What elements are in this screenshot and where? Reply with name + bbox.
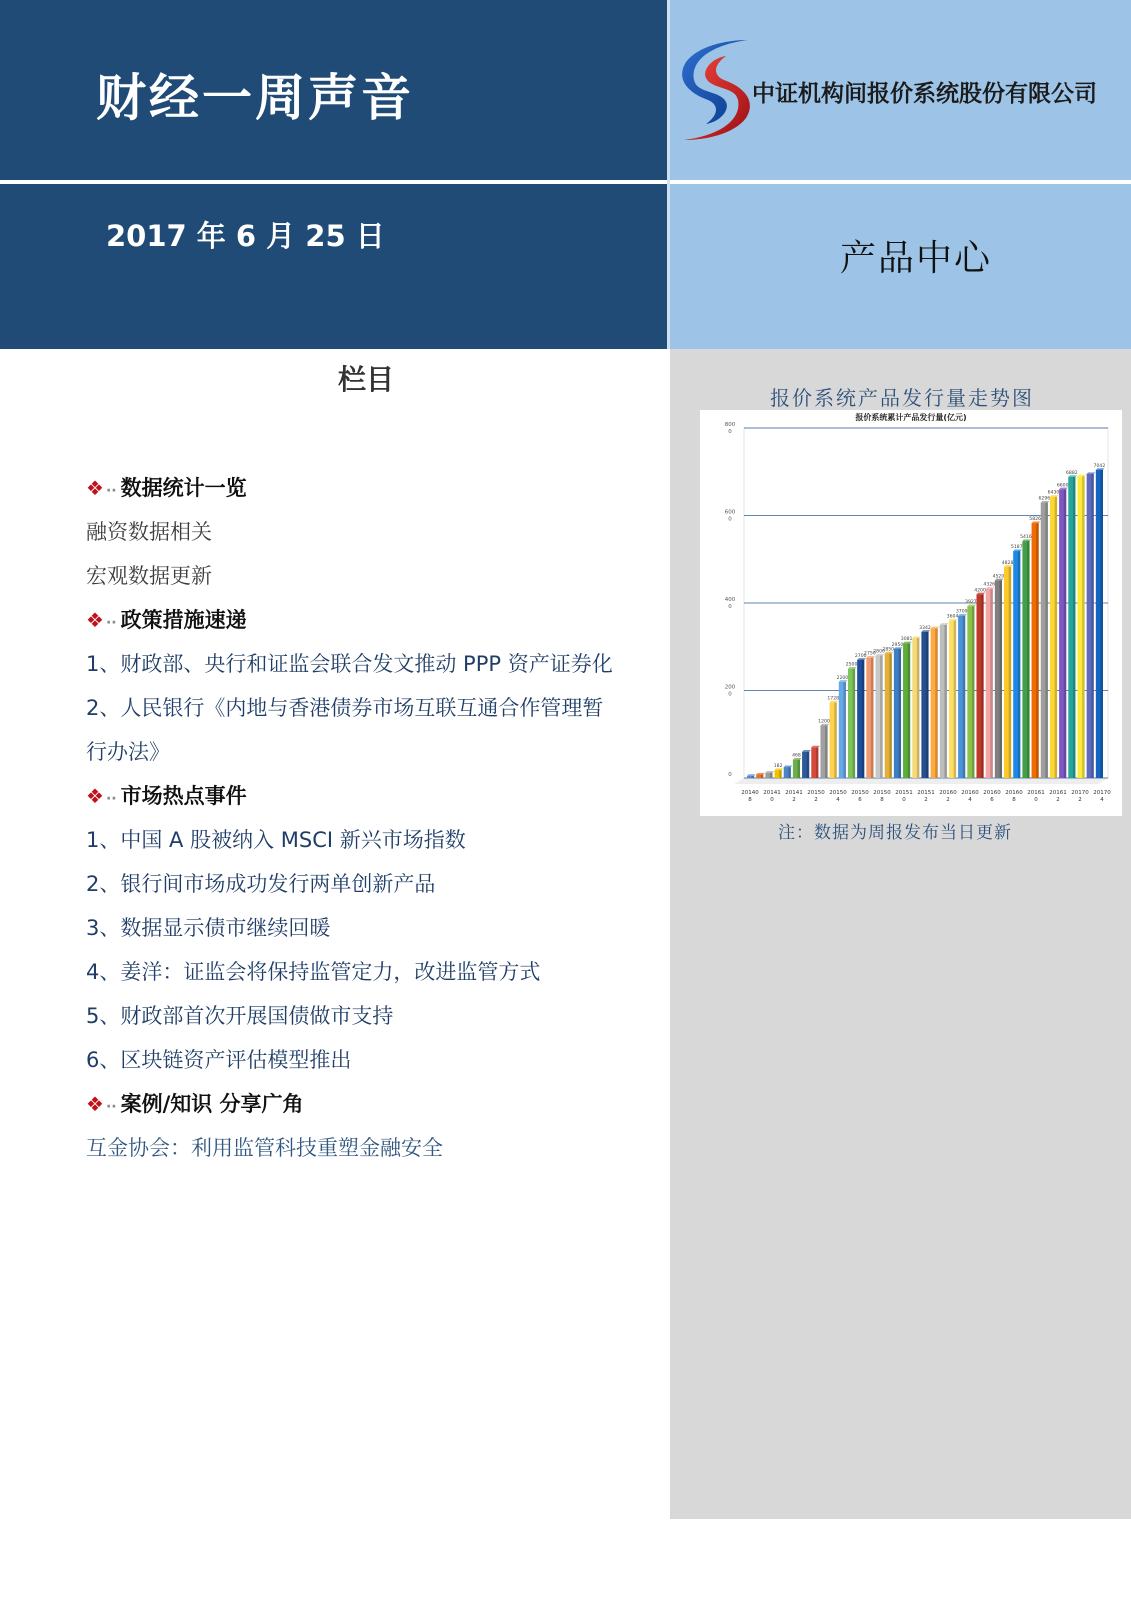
- toc-item: 5、财政部首次开展国债做市支持: [86, 1004, 394, 1028]
- y-tick-label: 200 0: [724, 684, 736, 698]
- x-tick-label: 20160 8: [1005, 790, 1023, 803]
- x-tick-label: 20160 4: [961, 790, 979, 803]
- y-tick-label: 600 0: [724, 509, 736, 523]
- chart-floor: [734, 778, 1108, 784]
- x-tick-label: 20150 4: [829, 790, 847, 803]
- chart-bar-shade: [788, 767, 791, 778]
- chart-bar-shade: [1091, 474, 1094, 778]
- data-label: 5826: [1029, 517, 1041, 523]
- data-label: 5187: [1010, 545, 1023, 551]
- chart-bar-shade: [798, 760, 801, 778]
- chart-note: 注：数据为周报发布当日更新: [778, 823, 1012, 843]
- data-label: 6600: [1056, 483, 1069, 489]
- chart-bar-shade: [926, 632, 929, 778]
- chart-bar-shade: [963, 616, 966, 778]
- chart-bar-shade: [1100, 470, 1103, 778]
- chart-bar-shade: [1009, 567, 1012, 778]
- chart-bar-shade: [807, 752, 810, 778]
- data-label: 2200: [836, 675, 849, 681]
- chart-bar-shade: [825, 726, 828, 779]
- issue-date: 2017 年 6 月 25 日: [106, 219, 385, 253]
- company-logo-icon: [676, 38, 756, 142]
- chart-container: [700, 410, 1122, 816]
- chart-bar-shade: [972, 606, 975, 778]
- x-tick-label: 20151 2: [917, 790, 935, 803]
- toc-item: 互金协会：利用监管科技重塑金融安全: [86, 1136, 443, 1160]
- diamond-bullet-icon: ❖: [86, 608, 104, 632]
- header-date-band: [0, 184, 669, 349]
- chart-bar-shade: [899, 649, 902, 778]
- chart-bar-shade: [843, 682, 846, 778]
- chart-bar-shade: [871, 658, 874, 778]
- chart-bar-shade: [779, 770, 782, 778]
- x-tick-label: 20150 8: [873, 790, 891, 803]
- data-label: 5416: [1020, 535, 1032, 541]
- chart-panel-title: 报价系统产品发行量走势图: [770, 386, 1034, 410]
- data-label: 6430: [1047, 490, 1060, 496]
- x-tick-label: 20161 2: [1049, 790, 1067, 803]
- data-label: 2500: [845, 662, 858, 668]
- toc-item: 宏观数据更新: [86, 564, 212, 588]
- chart-bar-shade: [816, 747, 819, 778]
- chart-bar-shade: [1082, 476, 1085, 778]
- x-tick-label: 20161 0: [1027, 790, 1045, 803]
- y-tick-label: 800 0: [724, 422, 736, 435]
- chart-bar-shade: [834, 702, 837, 778]
- toc-item: 1、中国 A 股被纳入 MSCI 新兴市场指数: [86, 828, 466, 852]
- x-tick-label: 20140 8: [741, 790, 759, 803]
- chart-bar-shade: [761, 775, 764, 779]
- x-tick-label: 20141 2: [785, 790, 803, 803]
- x-tick-label: 20151 0: [895, 790, 913, 803]
- chart-bar-shade: [1036, 523, 1039, 778]
- data-label: 2700: [854, 653, 867, 659]
- chart-bar-shade: [862, 660, 865, 778]
- toc-section: ❖ ·· 政策措施速递: [86, 608, 247, 632]
- data-label: 6882: [1066, 470, 1078, 476]
- data-label: 7042: [1093, 463, 1106, 469]
- toc-item: 2、人民银行《内地与香港债券市场互联互通合作管理暂: [86, 696, 604, 720]
- chart-bar-shade: [908, 643, 911, 778]
- department-name: 产品中心: [840, 238, 993, 279]
- data-label: 4200: [974, 588, 986, 594]
- diamond-bullet-icon: ❖: [86, 784, 104, 808]
- toc-item: 融资数据相关: [86, 520, 212, 544]
- chart-bar-shade: [1045, 503, 1048, 778]
- toc-item: 4、姜洋：证监会将保持监管定力，改进监管方式: [86, 960, 541, 984]
- data-label: 2750: [864, 651, 876, 657]
- x-tick-label: 20150 6: [851, 790, 869, 803]
- data-label: 2800: [873, 649, 885, 655]
- header-divider: [0, 180, 1131, 184]
- data-label: 1200: [818, 719, 830, 725]
- chart-bar-shade: [944, 625, 947, 778]
- data-label: 1728: [827, 696, 840, 702]
- toc-section: ❖ ·· 案例/知识 分享广角: [86, 1092, 304, 1116]
- x-tick-label: 20150 2: [807, 790, 825, 803]
- y-tick-label: 0: [728, 772, 732, 778]
- toc-item: 1、财政部、央行和证监会联合发文推动 PPP 资产证券化: [86, 652, 613, 676]
- chart-bar-shade: [990, 589, 993, 778]
- data-label: 6296: [1038, 496, 1051, 502]
- data-label: 3342: [919, 625, 931, 631]
- chart-bar-shade: [752, 776, 755, 778]
- toc-section: ❖ ·· 市场热点事件: [86, 784, 247, 808]
- bar-chart: [700, 410, 1122, 816]
- data-label: 3927: [965, 600, 977, 606]
- chart-bar-shade: [917, 638, 920, 778]
- x-tick-label: 20170 2: [1071, 790, 1089, 803]
- newsletter-title: 财经一周声音: [96, 69, 414, 127]
- chart-bar-shade: [1018, 551, 1021, 778]
- data-label: 2950: [891, 642, 904, 648]
- toc-item: 3、数据显示债市继续回暖: [86, 916, 331, 940]
- data-label: 2850: [882, 647, 895, 653]
- data-label: 182: [773, 764, 783, 770]
- chart-bar-shade: [1000, 580, 1003, 778]
- chart-bar-shade: [889, 653, 892, 778]
- chart-bar-shade: [981, 594, 984, 778]
- x-tick-label: 20160 2: [939, 790, 957, 803]
- toc-item: 2、银行间市场成功发行两单创新产品: [86, 872, 436, 896]
- x-tick-label: 20170 4: [1093, 790, 1111, 803]
- toc-heading: 栏目: [338, 363, 395, 396]
- chart-bar-shade: [1027, 541, 1030, 778]
- data-label: 3709: [955, 609, 968, 615]
- toc-item: 行办法》: [86, 740, 170, 764]
- chart-title: 报价系统累计产品发行量(亿元): [855, 413, 967, 422]
- toc-section: ❖ ·· 数据统计一览: [86, 476, 247, 500]
- data-label: 468: [792, 753, 801, 759]
- x-tick-label: 20160 6: [983, 790, 1001, 803]
- data-label: 3081: [900, 637, 913, 643]
- data-label: 4520: [992, 574, 1005, 580]
- data-label: 4326: [983, 582, 996, 588]
- chart-bar-shade: [770, 773, 773, 778]
- header-vertical-divider: [667, 0, 670, 349]
- company-name: 中证机构间报价系统股份有限公司: [752, 81, 1097, 107]
- chart-bar-shade: [1073, 477, 1076, 778]
- chart-bar-shade: [954, 621, 957, 779]
- chart-bar-shade: [853, 669, 856, 778]
- diamond-bullet-icon: ❖: [86, 476, 104, 500]
- chart-bar-shade: [935, 628, 938, 778]
- data-label: 3604: [946, 614, 959, 620]
- chart-bar-shade: [880, 656, 883, 779]
- data-label: 4828: [1001, 560, 1014, 566]
- y-tick-label: 400 0: [724, 597, 736, 610]
- toc-item: 6、区块链资产评估模型推出: [86, 1048, 352, 1072]
- chart-bar-shade: [1055, 497, 1058, 778]
- diamond-bullet-icon: ❖: [86, 1092, 104, 1116]
- chart-bar-shade: [1064, 489, 1067, 778]
- x-tick-label: 20141 0: [763, 790, 781, 803]
